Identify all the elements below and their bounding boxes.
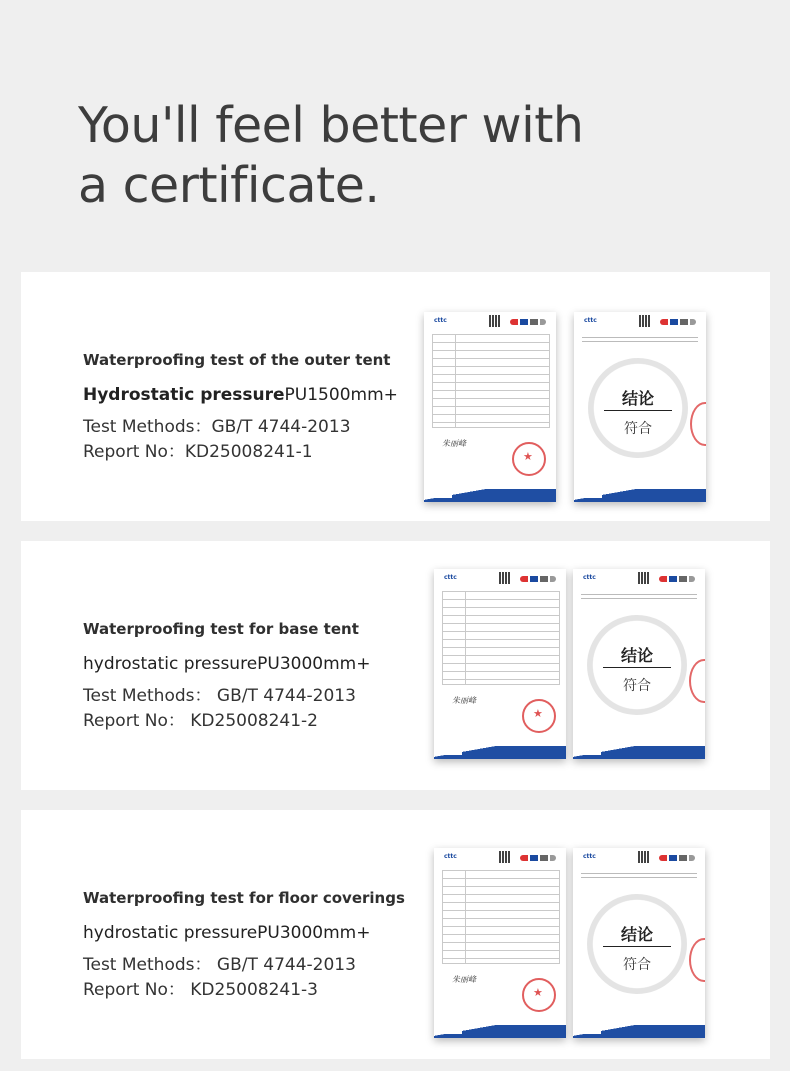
conclusion-label: 结论: [621, 389, 654, 408]
page-headline: [78, 96, 583, 216]
card-title: Waterproofing test for base tent: [83, 620, 359, 638]
hydrostatic-pressure: [83, 923, 370, 943]
certificate-document-page-1: [434, 569, 566, 759]
test-methods: Test Methods： GB/T 4744-2013: [83, 955, 356, 975]
conclusion-label: 结论: [620, 925, 653, 944]
report-table: [432, 334, 550, 428]
document-footer: [434, 1025, 566, 1038]
certificate-document-page-2: [573, 569, 705, 759]
cttc-logo: cttc: [584, 317, 597, 324]
qr-code-icon: [489, 315, 501, 327]
card-title: Waterproofing test for floor coverings: [83, 889, 405, 907]
complies-label: 符合: [623, 957, 651, 973]
red-seal-icon: [689, 659, 705, 703]
conclusion-divider: [604, 410, 672, 411]
qr-code-icon: [499, 851, 511, 863]
certificate-document-page-2: [573, 848, 705, 1038]
pressure-value: PU3000mm+: [257, 923, 371, 943]
certificate-card-outer-tent: [21, 272, 770, 521]
accreditation-marks-icon: [510, 319, 546, 325]
report-number: Report No： KD25008241-3: [83, 980, 318, 1000]
result-lines: [581, 870, 697, 878]
report-table: [442, 870, 560, 964]
complies-label: 符合: [623, 678, 651, 694]
accreditation-marks-icon: [659, 855, 695, 861]
red-seal-icon: [522, 699, 556, 733]
signature: 朱丽峰: [452, 696, 476, 705]
card-title: Waterproofing test of the outer tent: [83, 351, 391, 369]
pressure-value: PU3000mm+: [257, 654, 371, 674]
test-methods: Test Methods： GB/T 4744-2013: [83, 686, 356, 706]
certificate-document-page-2: [574, 312, 706, 502]
result-lines: [581, 591, 697, 599]
cttc-logo: cttc: [444, 574, 457, 581]
certificate-card-base-tent: [21, 541, 770, 790]
conclusion-divider: [603, 946, 671, 947]
qr-code-icon: [499, 572, 511, 584]
hydrostatic-pressure: [83, 385, 398, 405]
test-methods: Test Methods：GB/T 4744-2013: [83, 417, 351, 437]
report-table: [442, 591, 560, 685]
report-number: Report No：KD25008241-1: [83, 442, 313, 462]
pressure-label: hydrostatic pressure: [83, 654, 258, 674]
pressure-label: Hydrostatic pressure: [83, 385, 285, 405]
hydrostatic-pressure: [83, 654, 370, 674]
pressure-value: PU1500mm+: [284, 385, 398, 405]
certificate-document-page-1: [434, 848, 566, 1038]
document-footer: [573, 746, 705, 759]
certificate-card-floor-coverings: [21, 810, 770, 1059]
complies-label: 符合: [624, 421, 652, 437]
qr-code-icon: [638, 572, 650, 584]
conclusion-divider: [603, 667, 671, 668]
cttc-logo: cttc: [444, 853, 457, 860]
headline-line-2: a certificate.: [78, 157, 380, 214]
qr-code-icon: [638, 851, 650, 863]
conclusion-label: 结论: [620, 646, 653, 665]
red-seal-icon: [690, 402, 706, 446]
accreditation-marks-icon: [660, 319, 696, 325]
report-number: Report No： KD25008241-2: [83, 711, 318, 731]
document-footer: [434, 746, 566, 759]
certificate-document-page-1: [424, 312, 556, 502]
pressure-label: hydrostatic pressure: [83, 923, 258, 943]
signature: 朱丽峰: [442, 439, 466, 448]
qr-code-icon: [639, 315, 651, 327]
cttc-logo: cttc: [583, 853, 596, 860]
document-footer: [573, 1025, 705, 1038]
cttc-logo: cttc: [583, 574, 596, 581]
document-footer: [424, 489, 556, 502]
accreditation-marks-icon: [520, 855, 556, 861]
red-seal-icon: [522, 978, 556, 1012]
document-footer: [574, 489, 706, 502]
headline-line-1: You'll feel better with: [78, 97, 584, 154]
signature: 朱丽峰: [452, 975, 476, 984]
result-lines: [582, 334, 698, 342]
accreditation-marks-icon: [520, 576, 556, 582]
cttc-logo: cttc: [434, 317, 447, 324]
accreditation-marks-icon: [659, 576, 695, 582]
red-seal-icon: [689, 938, 705, 982]
red-seal-icon: [512, 442, 546, 476]
